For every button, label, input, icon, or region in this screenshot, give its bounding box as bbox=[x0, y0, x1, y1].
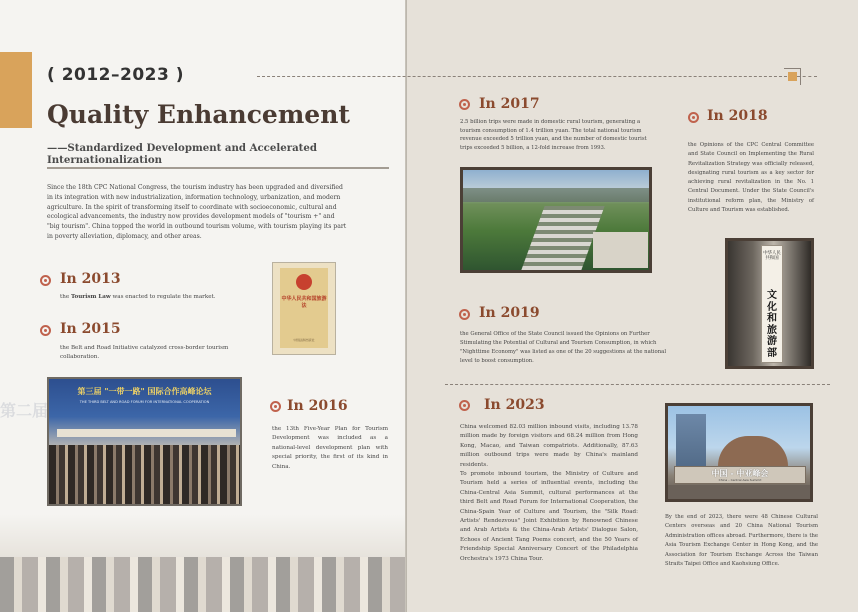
plaque-main-text: 文化和旅游部 bbox=[767, 290, 777, 359]
text-2013: the Tourism Law was enacted to regulate the market. bbox=[60, 294, 216, 300]
orange-tab bbox=[0, 52, 32, 128]
bullet-icon bbox=[459, 99, 470, 110]
text-2016: the 13th Five-Year Plan for Tourism Development was included as a national-level development plan with special priority, the first of its kind in China. bbox=[272, 426, 388, 470]
text-2023-para-1: China welcomed 82.03 million inbound visits, including 13.78 million made by foreign visitors and 68.24 million from Hong Kong, Macao, and Taiwan compatriots. Additionally, 87.63 million outbound trips were made by China's mainland residents. bbox=[460, 424, 638, 468]
forum-table bbox=[57, 429, 236, 437]
bullet-icon bbox=[40, 325, 51, 336]
law-book-title: 中华人民共和国旅游法 bbox=[281, 296, 327, 309]
forum-banner-en: THE THIRD BELT AND ROAD FORUM FOR INTERNATIONAL COOPERATION bbox=[79, 400, 210, 404]
right-page bbox=[407, 0, 858, 612]
rural-tourism-aerial-photo bbox=[460, 167, 652, 273]
intro-paragraph: Since the 18th CPC National Congress, the tourism industry has been upgraded and diversified in its integration with new industrialization, information technology, urbanization, and modern agriculture. In the spirit of transforming itself to coordinate with socioeconomic, cultural and ecological advancements, the industry now provides development models of "tourism +" and "big tourism". China topped the world in outbound tourism volume, with tourism playing its part in poverty alleviation, diplomacy, and other areas. bbox=[47, 184, 347, 240]
page-subtitle: ——Standardized Development and Accelerated Internationalization bbox=[47, 142, 317, 166]
year-2023: In 2023 bbox=[484, 397, 545, 413]
text-2018: the Opinions of the CPC Central Committee and State Council on Implementing the Rural Revitalization Strategy was officially released, designating rural tourism as a key sector for achieving rural revitalization in the No. 1 Central Document. Under the State Council's institutional reform plan, the Ministry of Culture and Tourism was established. bbox=[688, 142, 814, 214]
emblem-icon bbox=[296, 274, 312, 290]
text-2023 bbox=[460, 423, 638, 564]
law-book-publisher: 中国法制出版社 bbox=[293, 338, 315, 342]
title-rule bbox=[47, 167, 389, 169]
year-2019: In 2019 bbox=[479, 305, 540, 321]
page-title: Quality Enhancement bbox=[47, 100, 350, 129]
forum-audience bbox=[49, 445, 240, 506]
text-2015: the Belt and Road Initiative catalyzed cross-border tourism collaboration. bbox=[60, 345, 229, 361]
year-2017: In 2017 bbox=[479, 96, 540, 112]
year-2016: In 2016 bbox=[287, 398, 348, 414]
left-page bbox=[0, 0, 406, 612]
plaque-small-text: 中华人民共和国 bbox=[763, 251, 781, 262]
bullet-icon bbox=[40, 275, 51, 286]
timeline-dashes-end bbox=[797, 76, 817, 77]
cultural-center-photo bbox=[665, 403, 813, 502]
tourism-law-book-image bbox=[272, 262, 336, 355]
year-2015: In 2015 bbox=[60, 321, 121, 337]
bullet-icon bbox=[459, 309, 470, 320]
period-heading: ( 2012–2023 ) bbox=[47, 65, 185, 85]
timeline-dashes bbox=[257, 76, 792, 77]
background-banner-text: 第二届 bbox=[0, 401, 49, 420]
center-sign-en: China – Central Asia Summit bbox=[718, 478, 762, 482]
center-sign: 中国 - 中亚峰会 bbox=[711, 469, 769, 478]
year-2013: In 2013 bbox=[60, 271, 121, 287]
bullet-icon bbox=[459, 400, 470, 411]
text-2017: 2.5 billion trips were made in domestic rural tourism, generating a tourism consumption of 1.4 trillion yuan. The total national tourism revenue exceeded 5 trillion yuan, and the number of domestic tourist trips exceeded 5 billion, a 12-fold increase from 1993. bbox=[460, 119, 647, 151]
ministry-plaque-photo bbox=[725, 238, 814, 369]
text-2023-para-2: To promote inbound tourism, the Ministry of Culture and Tourism held a series of influential events, including the China-Central Asia Summit, cultural performances at the third Belt and Road Forum for International Cooperation, the China-Spain Year of Culture and Tourism, the "Silk Road: Artists' Rendezvous" Joint Exhibition by Renowned Chinese and Arab Artists & the China-Arab Artists' Dialogue Salon, Echoes of Ancient Tang Poems concert, and the 50 Years of Friendship Special Anniversary Concert of the Philadelphia Orchestra's 1973 China Tour. bbox=[460, 471, 638, 562]
background-delegates-photo bbox=[0, 515, 406, 612]
bullet-icon bbox=[688, 112, 699, 123]
text-2023-para-3: By the end of 2023, there were 48 Chinese Cultural Centers overseas and 20 China National Tourism Administration offices abroad. Furthermore, there is the Asia Tourism Exchange Center in Hong Kong, and the Association for Tourism Exchange Across the Taiwan Straits Taipei Office and Kaohsiung Office. bbox=[665, 514, 818, 568]
bullet-icon bbox=[270, 401, 281, 412]
forum-banner-cn: 第三届 "一带一路" 国际合作高峰论坛 bbox=[77, 387, 212, 396]
text-2019: the General Office of the State Council issued the Opinions on Further Stimulating the Potential of Cultural and Tourism Consumption, in which "Nighttime Economy" was listed as one of the 20 suggestions at the national level to boost consumption. bbox=[460, 331, 667, 364]
section-divider bbox=[445, 384, 830, 385]
belt-road-forum-photo bbox=[47, 377, 242, 506]
year-2018: In 2018 bbox=[707, 108, 768, 124]
